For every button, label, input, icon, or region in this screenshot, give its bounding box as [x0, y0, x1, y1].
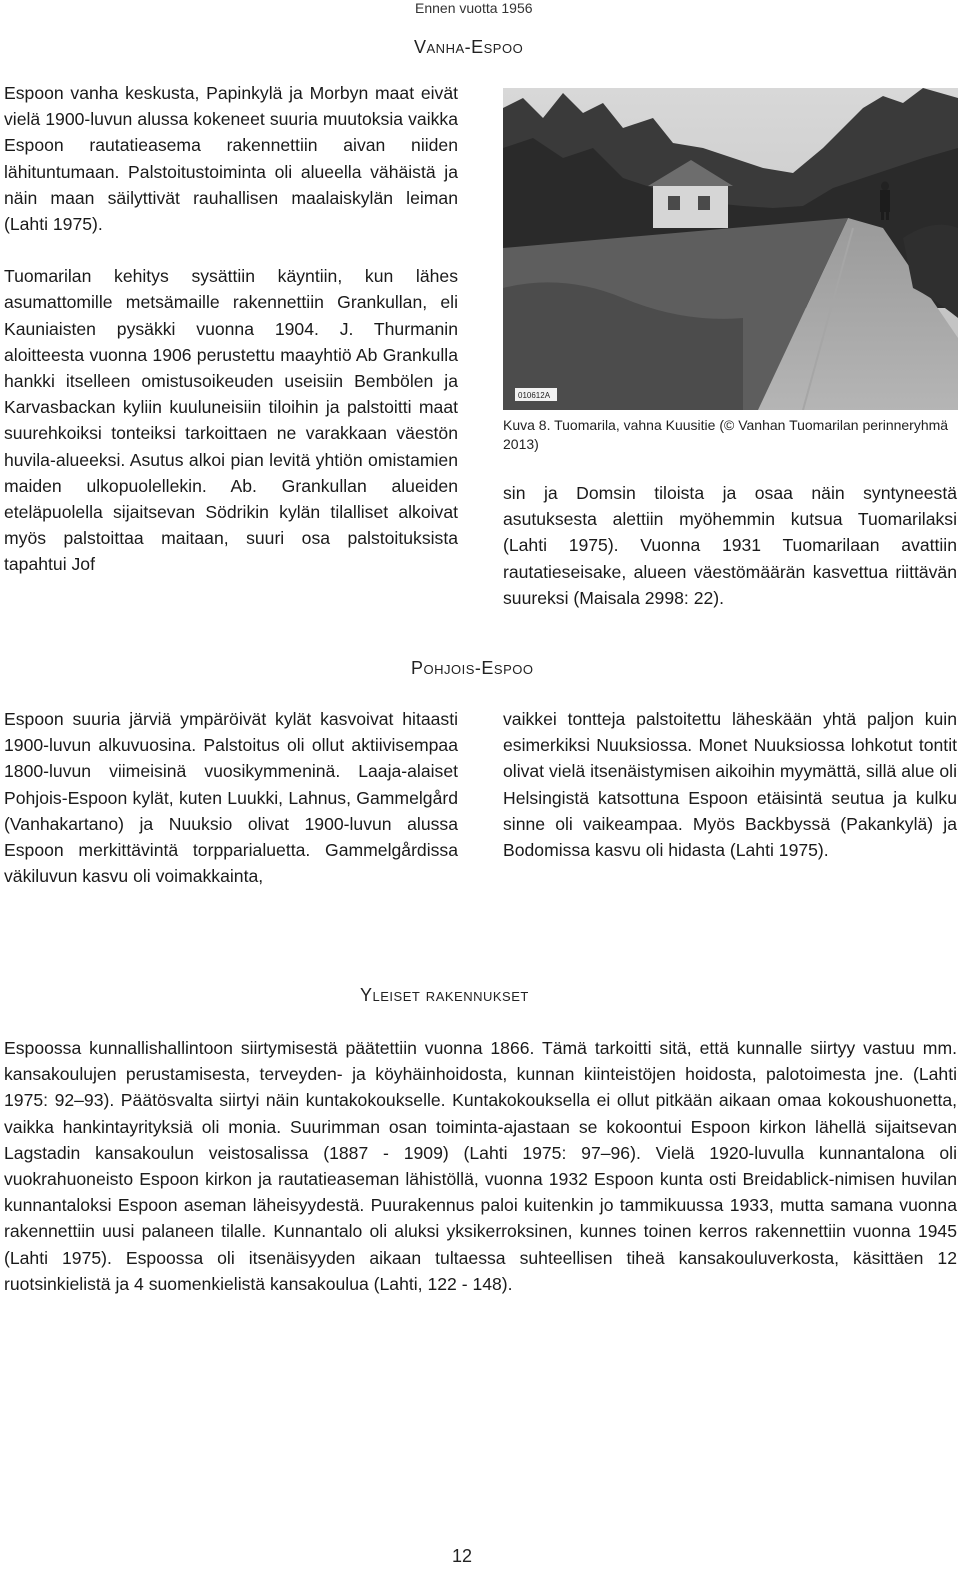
section2-right-column — [503, 706, 957, 863]
photo-stamp: 010612A — [518, 391, 551, 400]
section2-left-column — [4, 706, 458, 889]
running-title: Ennen vuotta 1956 — [415, 0, 533, 16]
body-paragraph: vaikkei tontteja palstoitettu läheskään yhtä paljon kuin esimerkiksi Nuuksiossa. Monet Nuuksiossa lohkotut tontit olivat vielä itsenäistymisen aikoihin myymättä, sillä alue oli Helsingistä katsottuna Espoon etäisintä seutua ja kulku sinne oli vaikeampaa. Myös Backbyssä (Pakankylä) ja Bodomissa kasvu oli hidasta (Lahti 1975). — [503, 709, 957, 861]
body-paragraph: Tuomarilan kehitys sysättiin käyntiin, kun lähes asumattomille metsämaille rakennettiin Grankullan, eli Kauniaisten pysäkki vuonna 1904. J. Thurmanin aloitteesta vuonna 1906 perustettu maayhtiö Ab Grankulla hankki itselleen omistusoikeuden useisiin Bembölen ja Karvasbackan kyliin kuuluneisiin tiloihin ja palstoitti maat suurehkoiksi tonteiksi tarkoittaen ne varakkaan väestön huvila-alueeksi. Asutus alkoi pian levitä yhtiön omistamien maiden ulkopuolellekin. Ab. Grankullan alueiden eteläpuolella sijaitsevan Södrikin kylän tilalliset alkoivat myös palstoittaa maitaan, suuri osa palstoituksista tapahtui Jof — [4, 266, 458, 575]
section-heading-yleiset-rakennukset: Yleiset rakennukset — [360, 985, 529, 1005]
photo-caption: Kuva 8. Tuomarila, vahna Kuusitie (© Vanhan Tuomarilan perinneryhmä 2013) — [503, 417, 949, 452]
section-heading-pohjois-espoo: Pohjois-Espoo — [411, 658, 534, 678]
running-header — [0, 0, 960, 20]
section3-body — [4, 1035, 957, 1297]
body-paragraph: Espoossa kunnallishallintoon siirtymisestä päätettiin vuonna 1866. Tämä tarkoitti sitä, että kunnalle siirtyy vastuu mm. kansakoulujen perustamisesta, terveyden- ja köyhäinhoidosta, kunnan kiinteistöjen hoidosta, palotoimesta jne. (Lahti 1975: 92–93). Päätösvalta siirtyi näin kuntakokoukselle. Kuntakokouksella ei ollut pitkään aikaan omaa kokoushuonetta, vaikka hankintayrityksiä oli monia. Suurimman osan toiminta-ajastaan se kokoontui Espoon kirkon lähellä sijaitsevan Lagstadin kansakoulun veistosalissa (1887 - 1909) (Lahti 1975: 97–96). Vielä 1920-luvulla kunnantalona oli vuokrahuoneisto Espoon kirkon ja rautatieaseman lähistöllä, vuonna 1932 Espoon kunta osti Breidablick-nimisen huvilan kunnantaloksi Espoon aseman läheisyydestä. Puurakennus paloi kuitenkin jo tammikuussa 1933, mutta samana vuonna rakennettiin uusi palaneen tilalle. Kunnantalo oli aluksi yksikerroksinen, kunnes toinen kerros rakennettiin vuonna 1945 (Lahti 1975). Espoossa oli itsenäisyyden aikaan tultaessa suhteellisen tiheä kansakouluverkosta, käsittäen 12 ruotsinkielistä ja 4 suomenkielistä kansakoulua (Lahti, 122 - 148). — [4, 1038, 957, 1294]
photo-tuomarila-road — [503, 88, 958, 410]
page-number: 12 — [452, 1546, 473, 1566]
section1-left-column — [4, 80, 458, 578]
body-paragraph: Espoon vanha keskusta, Papinkylä ja Morbyn maat eivät vielä 1900-luvun alussa kokeneet suuria muutoksia vaikka Espoon rautatieasema rakennettiin aivan niiden lähituntumaan. Palstoitustoiminta oli alueella vähäistä ja näin maan säilyttivät rauhallisen maalaiskylän leiman (Lahti 1975). — [4, 83, 458, 235]
section1-right-column — [503, 480, 957, 611]
body-paragraph: sin ja Domsin tiloista ja osaa näin syntyneestä asutuksesta alettiin myöhemmin kutsua Tuomarilaksi (Lahti 1975). Vuonna 1931 Tuomarilaan avattiin rautatieseisake, alueen väestömäärän kasvettua riittävän suureksi (Maisala 2998: 22). — [503, 483, 957, 608]
section-heading-vanha-espoo: Vanha-Espoo — [414, 37, 524, 57]
body-paragraph: Espoon suuria järviä ympäröivät kylät kasvoivat hitaasti 1900-luvun alkuvuosina. Palstoitus oli ollut aktiivisempaa 1800-luvun viimeisinä vuosikymmeninä. Laaja-alaiset Pohjois-Espoon kylät, kuten Luukki, Lahnus, Gammelgård (Vanhakartano) ja Nuuksio olivat 1900-luvun alussa Espoon merkittävintä torpparialuetta. Gammelgårdissa väkiluvun kasvu oli voimakkainta, — [4, 709, 458, 887]
photo-illustration — [503, 88, 958, 410]
